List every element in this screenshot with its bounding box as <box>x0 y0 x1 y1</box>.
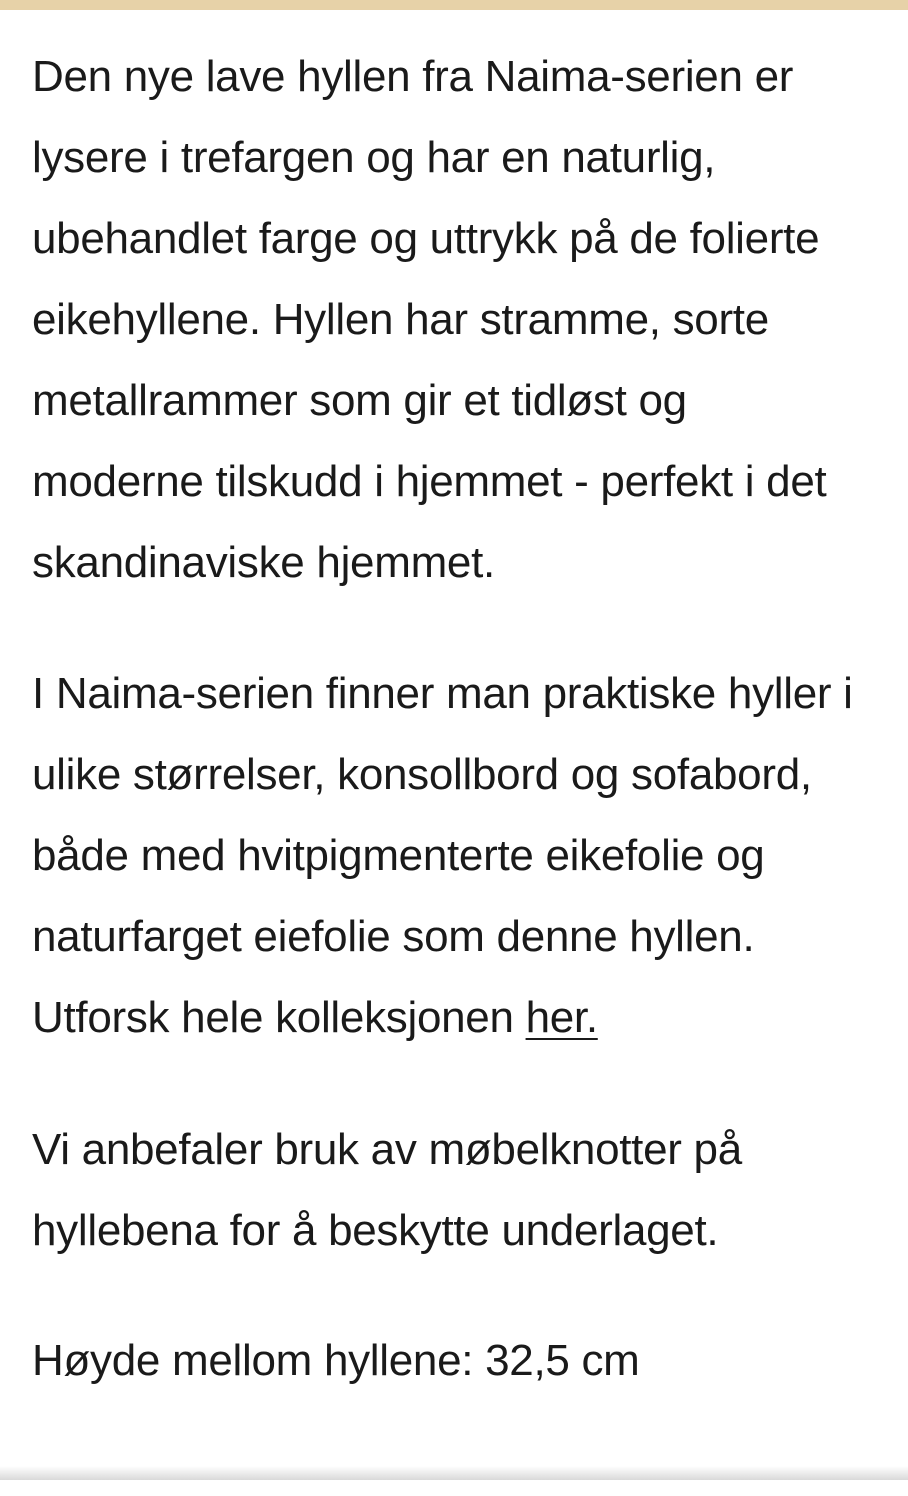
text-line: metallrammer som gir et tidløst og <box>32 376 687 425</box>
text-line: hyllebena for å beskytte underlaget. <box>32 1206 719 1255</box>
text-line: ulike størrelser, konsollbord og sofabord, <box>32 750 812 799</box>
text-line: lysere i trefargen og har en naturlig, <box>32 133 716 182</box>
text-line: moderne tilskudd i hjemmet - perfekt i det <box>32 457 827 506</box>
description-paragraph-4 <box>32 1320 902 1401</box>
description-paragraph-3 <box>32 1109 902 1271</box>
description-paragraph-2 <box>32 653 902 1058</box>
text-line: naturfarget eiefolie som denne hyllen. <box>32 912 755 961</box>
bottom-bar <box>0 1480 908 1496</box>
text-line: eikehyllene. Hyllen har stramme, sorte <box>32 295 769 344</box>
shelf-height-spec: Høyde mellom hyllene: 32,5 cm <box>32 1336 640 1385</box>
product-description <box>32 36 902 1401</box>
explore-collection-text: Utforsk hele kolleksjonen <box>32 993 526 1042</box>
description-paragraph-1 <box>32 36 902 603</box>
top-accent-bar <box>0 0 908 10</box>
text-line <box>32 977 902 1058</box>
text-line: skandinaviske hjemmet. <box>32 538 495 587</box>
bottom-bar-shadow <box>0 1466 908 1480</box>
text-line: Vi anbefaler bruk av møbelknotter på <box>32 1125 742 1174</box>
text-line: både med hvitpigmenterte eikefolie og <box>32 831 765 880</box>
text-line: I Naima-serien finner man praktiske hyller i <box>32 669 853 718</box>
text-line: Den nye lave hyllen fra Naima-serien er <box>32 52 794 101</box>
collection-link[interactable]: her. <box>525 993 598 1042</box>
text-line: ubehandlet farge og uttrykk på de folierte <box>32 214 820 263</box>
